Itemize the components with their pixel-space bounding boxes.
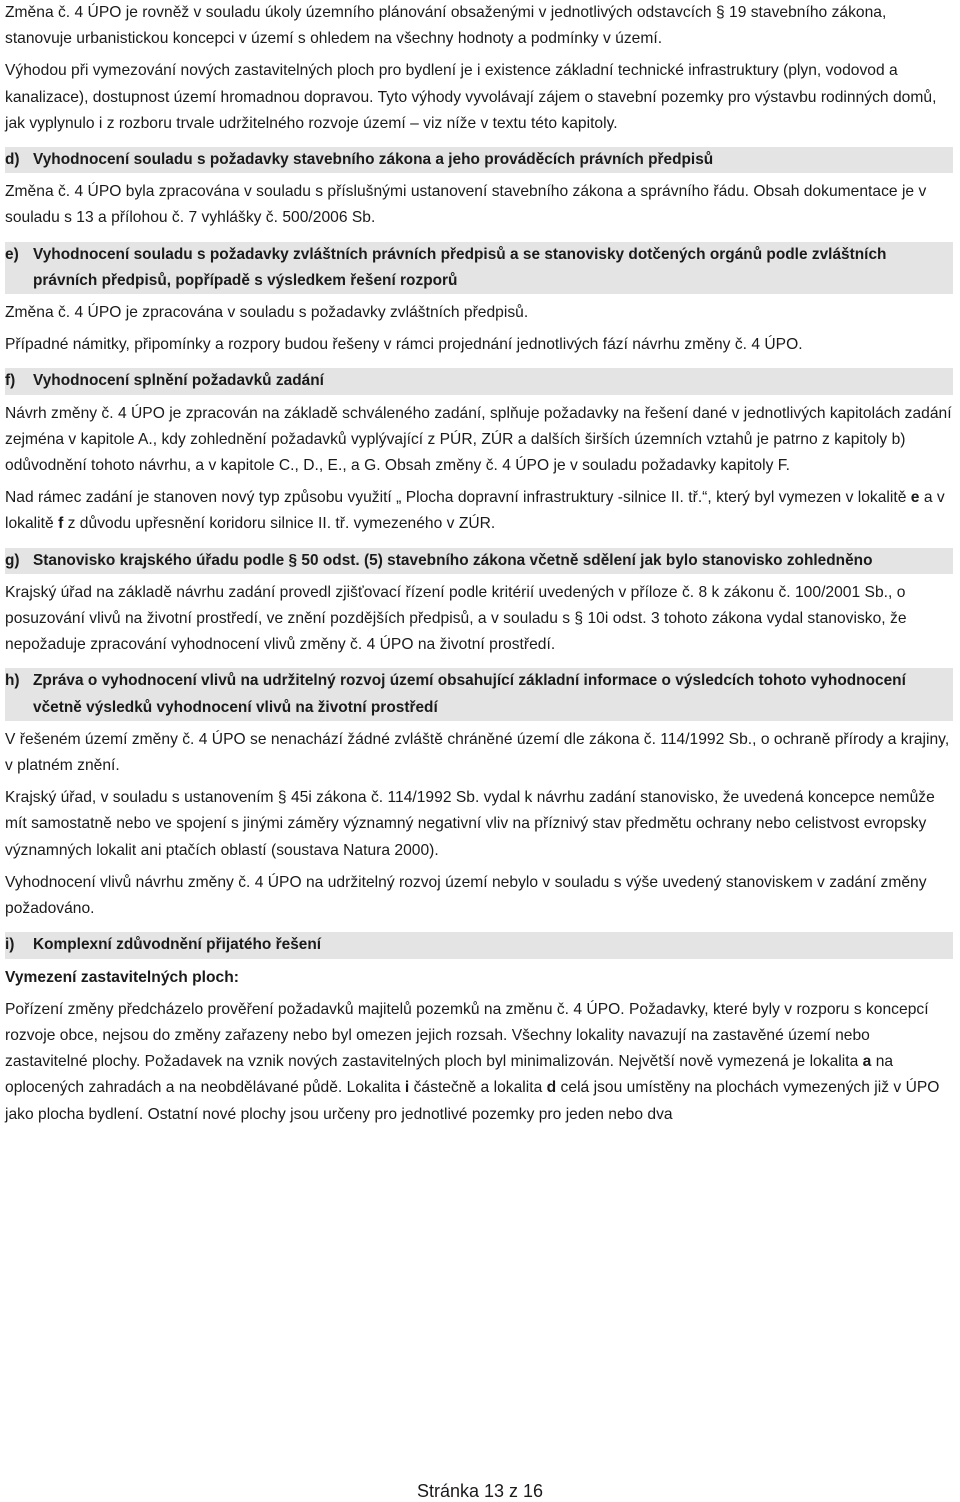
- section-letter: i): [5, 936, 15, 954]
- section-heading-h: [5, 668, 953, 720]
- text-run: z důvodu upřesnění koridoru silnice II. tř. vymezeného v ZÚR.: [63, 515, 496, 533]
- paragraph: Vyhodnocení vlivů návrhu změny č. 4 ÚPO na udržitelný rozvoj území nebylo v souladu s výše uvedený stanoviskem v zadání změny požadováno.: [5, 873, 927, 918]
- paragraph: [5, 997, 953, 1128]
- paragraph: Krajský úřad, v souladu s ustanovením § 45i zákona č. 114/1992 Sb. vydal k návrhu zadání stanovisko, že uvedená koncepce nemůže mít samostatně nebo ve spojení s jinými záměry významný negativní vliv na příznivý stav předmětu ochrany nebo celistvost evropsky významných lokalit ani ptačích oblastí (soustava Natura 2000).: [5, 789, 935, 859]
- paragraph: Případné námitky, připomínky a rozpory budou řešeny v rámci projednání jednotlivých fází návrhu změny č. 4 ÚPO.: [5, 336, 803, 354]
- text-run: částečně a lokalita: [409, 1079, 547, 1097]
- document-body: [5, 0, 953, 1128]
- paragraph: Změna č. 4 ÚPO byla zpracována v souladu s příslušnými ustanovení stavebního zákona a správního řádu. Obsah dokumentace je v souladu s 13 a přílohou č. 7 vyhlášky č. 500/2006 Sb.: [5, 183, 927, 227]
- locality-label: e: [910, 489, 920, 507]
- section-letter: g): [5, 551, 20, 569]
- locality-label: a: [862, 1053, 872, 1071]
- section-title: Vyhodnocení souladu s požadavky zvláštních právních předpisů a se stanovisky dotčených orgánů podle zvláštních právních předpisů, popřípadě s výsledkem řešení rozporů: [33, 245, 887, 289]
- paragraph: Změna č. 4 ÚPO je rovněž v souladu úkoly územního plánování obsaženými v jednotlivých odstavcích § 19 stavebního zákona, stanovuje urbanistickou koncepci v území s ohledem na všechny hodnoty a podmínky v území.: [5, 4, 887, 48]
- text-run: a v lokalitě: [5, 489, 945, 533]
- text-run: Pořízení změny předcházelo prověření požadavků majitelů pozemků na změnu č. 4 ÚPO. Požadavky, které byly v rozporu s koncepcí rozvoje obce, nejsou do změny zařazeny nebo byl omezen jejich rozsah. Všechny lokality navazují na zastavěné území nebo zastavitelné plochy. Požadavek na vznik nových zastavitelných ploch byl minimalizován. Největší nově vymezená je lokalita: [5, 1000, 929, 1071]
- section-heading-d: [5, 147, 953, 173]
- paragraph: Změna č. 4 ÚPO je zpracována v souladu s požadavky zvláštních předpisů.: [5, 304, 529, 322]
- page-number: Stránka 13 z 16: [416, 1481, 544, 1501]
- locality-label: f: [58, 515, 64, 533]
- paragraph: Výhodou při vymezování nových zastavitelných ploch pro bydlení je i existence základní technické infrastruktury (plyn, vodovod a kanalizace), dostupnost území hromadnou dopravou. Tyto výhody vyvolávají zájem o stavební pozemky pro výstavbu rodinných domů, jak vyplynulo i z rozboru trvale udržitelného rozvoje území – viz níže v textu této kapitoly.: [5, 62, 937, 132]
- paragraph: V řešeném území změny č. 4 ÚPO se nenachází žádné zvláště chráněné území dle zákona č. 114/1992 Sb., o ochraně přírody a krajiny, v platném znění.: [5, 730, 950, 775]
- section-title: Komplexní zdůvodnění přijatého řešení: [33, 936, 322, 954]
- text-run: celá jsou umístěny na plochách vymezených již v ÚPO jako plocha bydlení. Ostatní nové plochy jsou určeny pro jednotlivé pozemky pro jeden nebo dva: [5, 1079, 940, 1123]
- text-run: Nad rámec zadání je stanoven nový typ způsobu využití „ Plocha dopravní infrastruktury -silnice II. tř.“, který byl vymezen v lokalitě: [5, 489, 911, 507]
- section-title: Stanovisko krajského úřadu podle § 50 odst. (5) stavebního zákona včetně sdělení jak bylo stanovisko zohledněno: [33, 551, 873, 569]
- section-title: Zpráva o vyhodnocení vlivů na udržitelný rozvoj území obsahující základní informace o výsledcích tohoto vyhodnocení včetně výsledků vyhodnocení vlivů na životní prostředí: [33, 672, 906, 716]
- section-title: Vyhodnocení splnění požadavků zadání: [33, 372, 324, 390]
- subheading: Vymezení zastavitelných ploch:: [5, 968, 240, 986]
- text-run: na oplocených zahradách a na neobdělávané půdě. Lokalita: [5, 1053, 894, 1097]
- paragraph: [5, 485, 953, 537]
- paragraph: Návrh změny č. 4 ÚPO je zpracován na základě schváleného zadání, splňuje požadavky na řešení dané v jednotlivých kapitolách zadání zejména v kapitole A., kdy zohlednění požadavků vyplývající z PÚR, ZÚR a dalších širších územních vztahů je patrno z kapitoly b) odůvodnění tohoto návrhu, a v kapitole C., D., E., a G. Obsah změny č. 4 ÚPO je v souladu požadavky kapitoly F.: [5, 404, 952, 475]
- section-letter: d): [5, 151, 20, 169]
- section-heading-e: [5, 242, 953, 294]
- page-footer: [0, 1480, 960, 1502]
- locality-label: d: [546, 1079, 557, 1097]
- locality-label: i: [404, 1079, 410, 1097]
- section-letter: h): [5, 672, 20, 690]
- section-heading-i: [5, 932, 953, 958]
- paragraph: Krajský úřad na základě návrhu zadání provedl zjišťovací řízení podle kritérií uvedených v příloze č. 8 k zákonu č. 100/2001 Sb., o posuzování vlivů na životní prostředí, ve znění pozdějších předpisů, a v souladu s § 10i odst. 3 tohoto zákona vydal stanovisko, že nepožaduje zpracování vyhodnocení vlivů změny č. 4 ÚPO na životní prostředí.: [5, 583, 907, 654]
- section-letter: e): [5, 245, 19, 263]
- section-heading-f: [5, 368, 953, 394]
- section-heading-g: [5, 548, 953, 574]
- section-title: Vyhodnocení souladu s požadavky stavebního zákona a jeho prováděcích právních předpisů: [33, 151, 714, 169]
- section-letter: f): [5, 372, 16, 390]
